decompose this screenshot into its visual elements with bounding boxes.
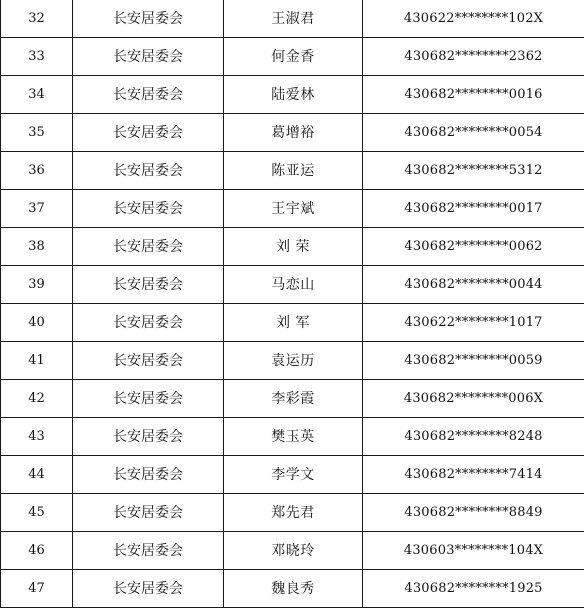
person-name-cell: 魏良秀 bbox=[224, 570, 363, 608]
committee-cell: 长安居委会 bbox=[73, 418, 224, 456]
id-number-cell: 430682********0016 bbox=[363, 76, 584, 114]
row-number-cell: 46 bbox=[1, 532, 73, 570]
id-number-cell: 430622********102X bbox=[363, 0, 584, 38]
person-name-cell: 郑先君 bbox=[224, 494, 363, 532]
id-number-cell: 430682********0059 bbox=[363, 342, 584, 380]
table-row bbox=[1, 152, 584, 190]
id-number-cell: 430622********1017 bbox=[363, 304, 584, 342]
committee-cell: 长安居委会 bbox=[73, 76, 224, 114]
committee-cell: 长安居委会 bbox=[73, 342, 224, 380]
id-number-cell: 430682********5312 bbox=[363, 152, 584, 190]
person-name-cell: 葛增裕 bbox=[224, 114, 363, 152]
table-row bbox=[1, 494, 584, 532]
committee-cell: 长安居委会 bbox=[73, 190, 224, 228]
row-number-cell: 35 bbox=[1, 114, 73, 152]
committee-cell: 长安居委会 bbox=[73, 304, 224, 342]
person-name-cell: 刘 荣 bbox=[224, 228, 363, 266]
row-number-cell: 38 bbox=[1, 228, 73, 266]
row-number-cell: 36 bbox=[1, 152, 73, 190]
person-name-cell: 袁运历 bbox=[224, 342, 363, 380]
id-number-cell: 430682********1925 bbox=[363, 570, 584, 608]
table-row bbox=[1, 456, 584, 494]
table-row bbox=[1, 304, 584, 342]
id-number-cell: 430682********0044 bbox=[363, 266, 584, 304]
committee-cell: 长安居委会 bbox=[73, 38, 224, 76]
id-number-cell: 430682********0017 bbox=[363, 190, 584, 228]
id-number-cell: 430682********006X bbox=[363, 380, 584, 418]
row-number-cell: 44 bbox=[1, 456, 73, 494]
person-name-cell: 何金香 bbox=[224, 38, 363, 76]
table-row bbox=[1, 76, 584, 114]
row-number-cell: 47 bbox=[1, 570, 73, 608]
table-row bbox=[1, 228, 584, 266]
row-number-cell: 41 bbox=[1, 342, 73, 380]
row-number-cell: 45 bbox=[1, 494, 73, 532]
row-number-cell: 32 bbox=[1, 0, 73, 38]
table-row bbox=[1, 532, 584, 570]
person-name-cell: 樊玉英 bbox=[224, 418, 363, 456]
table-row bbox=[1, 266, 584, 304]
committee-cell: 长安居委会 bbox=[73, 570, 224, 608]
committee-cell: 长安居委会 bbox=[73, 114, 224, 152]
row-number-cell: 43 bbox=[1, 418, 73, 456]
person-name-cell: 邓晓玲 bbox=[224, 532, 363, 570]
table-row bbox=[1, 570, 584, 608]
row-number-cell: 39 bbox=[1, 266, 73, 304]
committee-cell: 长安居委会 bbox=[73, 494, 224, 532]
person-name-cell: 马恋山 bbox=[224, 266, 363, 304]
person-name-cell: 王宇斌 bbox=[224, 190, 363, 228]
committee-cell: 长安居委会 bbox=[73, 228, 224, 266]
row-number-cell: 33 bbox=[1, 38, 73, 76]
person-name-cell: 刘 军 bbox=[224, 304, 363, 342]
person-name-cell: 陆爱林 bbox=[224, 76, 363, 114]
row-number-cell: 37 bbox=[1, 190, 73, 228]
committee-cell: 长安居委会 bbox=[73, 152, 224, 190]
person-name-cell: 陈亚运 bbox=[224, 152, 363, 190]
person-name-cell: 李学文 bbox=[224, 456, 363, 494]
id-number-cell: 430682********0062 bbox=[363, 228, 584, 266]
committee-cell: 长安居委会 bbox=[73, 456, 224, 494]
row-number-cell: 40 bbox=[1, 304, 73, 342]
id-number-cell: 430603********104X bbox=[363, 532, 584, 570]
table-row bbox=[1, 380, 584, 418]
committee-cell: 长安居委会 bbox=[73, 380, 224, 418]
id-number-cell: 430682********8248 bbox=[363, 418, 584, 456]
table-row bbox=[1, 38, 584, 76]
committee-cell: 长安居委会 bbox=[73, 266, 224, 304]
table-row bbox=[1, 114, 584, 152]
row-number-cell: 42 bbox=[1, 380, 73, 418]
committee-cell: 长安居委会 bbox=[73, 0, 224, 38]
person-name-cell: 李彩霞 bbox=[224, 380, 363, 418]
id-number-cell: 430682********8849 bbox=[363, 494, 584, 532]
id-number-cell: 430682********2362 bbox=[363, 38, 584, 76]
committee-cell: 长安居委会 bbox=[73, 532, 224, 570]
table-row bbox=[1, 342, 584, 380]
id-number-cell: 430682********0054 bbox=[363, 114, 584, 152]
roster-table-body bbox=[1, 0, 584, 608]
table-row bbox=[1, 418, 584, 456]
id-number-cell: 430682********7414 bbox=[363, 456, 584, 494]
row-number-cell: 34 bbox=[1, 76, 73, 114]
table-row bbox=[1, 190, 584, 228]
table-row bbox=[1, 0, 584, 38]
person-name-cell: 王淑君 bbox=[224, 0, 363, 38]
